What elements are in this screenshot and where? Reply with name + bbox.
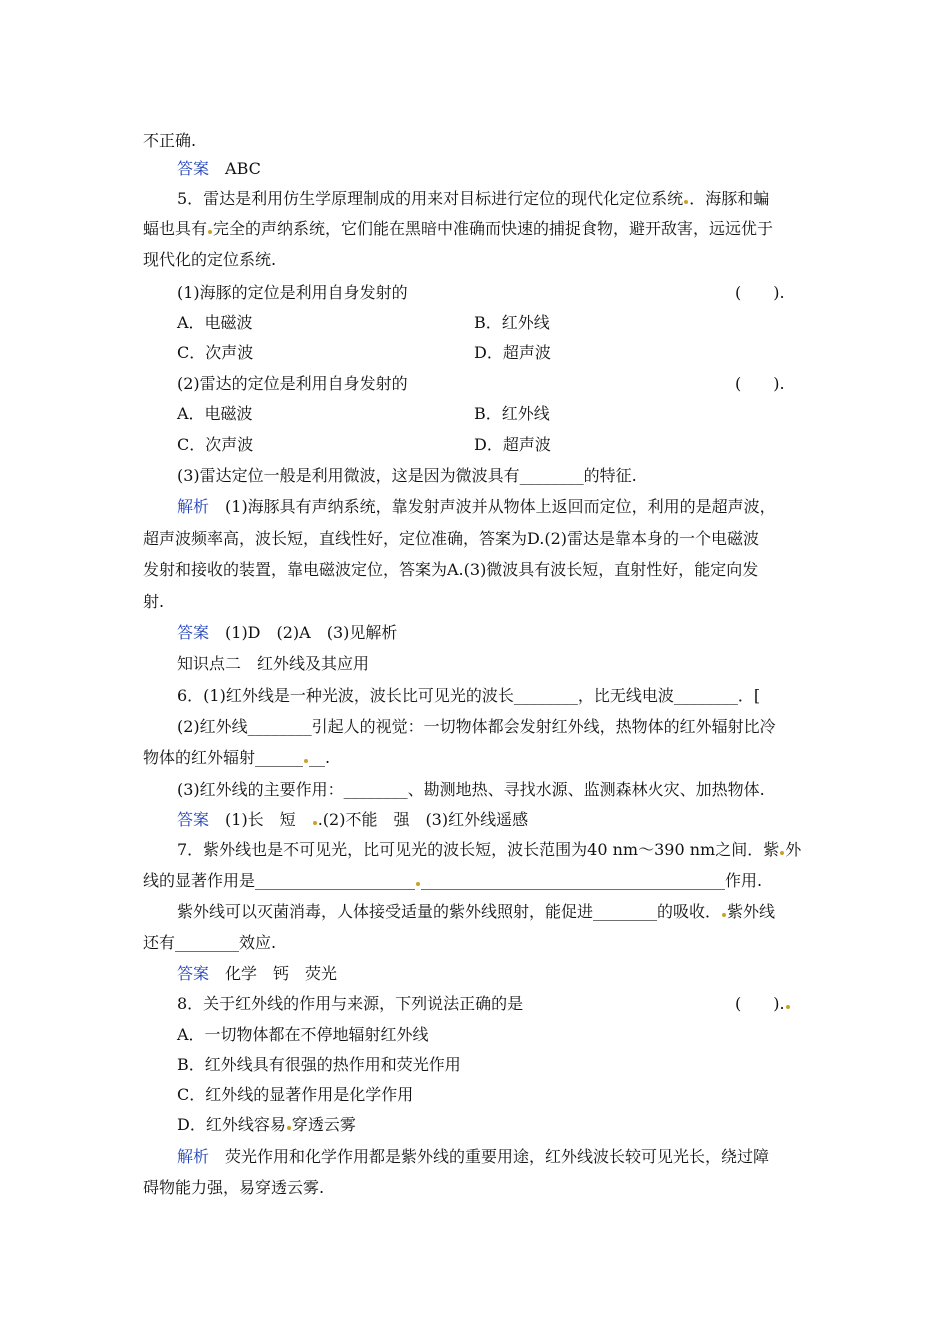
answer-text-b: .(2)不能 强 (3)红外线遥感 [317,810,529,829]
q5-text-c: 蝠也具有 [143,219,208,238]
q6-text-a: 物体的红外辐射______ [143,748,304,767]
answer-paren [735,994,791,1014]
option-a: A．一切物体都在不停地辐射红外线 [177,1025,429,1044]
analysis-text: 荧光作用和化学作用都是紫外线的重要用途，红外线波长较可见光长，绕过障 [209,1147,770,1166]
marker-dot [786,1005,790,1009]
answer-paren: ( ). [735,283,785,302]
option-a: A．电磁波 [177,313,253,332]
question-8-line: 8．关于红外线的作用与来源，下列说法正确的是 [177,994,524,1013]
subquestion-line: (2)雷达的定位是利用自身发射的 [177,374,408,393]
q5-text-b: ．海豚和蝙 [689,189,770,208]
analysis-line: 碍物能力强，易穿透云雾. [143,1178,325,1197]
option-d: D．超声波 [474,435,551,454]
option-c: C．次声波 [177,435,254,454]
question-7-line: 还有________效应. [143,933,277,952]
analysis-line: 发射和接收的装置，靠电磁波定位，答案为A.(3)微波具有波长短，直射性好，能定向发 [143,560,759,579]
answer-text: ABC [225,159,261,178]
answer-text: 化学 钙 荧光 [209,964,338,983]
question-6-line: 6．(1)红外线是一种光波，波长比可见光的波长________，比无线电波________．[ [177,686,761,705]
answer-text-a: (1)长 短 [209,810,312,829]
question-5-line [177,189,769,209]
answer-line [177,623,397,643]
answer-line [177,159,261,179]
text-line: 现代化的定位系统. [143,250,277,269]
analysis-line: 超声波频率高，波长短，直线性好，定位准确，答案为D.(2)雷达是靠本身的一个电磁波 [143,529,760,548]
marker-dot [287,1126,291,1130]
option-d-text-a: D．红外线容易 [177,1115,286,1134]
analysis-line [177,497,776,517]
question-6-line: (3)红外线的主要作用：________、勘测地热、寻找水源、监测森林火灾、加热物体. [177,780,765,799]
option-a: A．电磁波 [177,404,253,423]
q5-text-a: 5．雷达是利用仿生学原理制成的用来对目标进行定位的现代化定位系统 [177,189,684,208]
q7-text-b: 外 [785,840,802,859]
analysis-line [177,1147,769,1167]
q7-text-d: ______________________________________作用. [421,871,763,890]
answer-line [177,964,337,984]
option-b: B．红外线 [474,404,550,423]
question-6-line [143,748,330,768]
answer-text: (1)D (2)A (3)见解析 [209,623,398,642]
q5-text-d: 完全的声纳系统，它们能在黑暗中准确而快速的捕捉食物，避开敌害，远远优于 [213,219,774,238]
option-d-text-b: 穿透云雾 [291,1115,356,1134]
marker-dot [416,882,420,886]
answer-label: 答案 [177,623,210,642]
option-c: C．红外线的显著作用是化学作用 [177,1085,414,1104]
answer-label: 答案 [177,964,210,983]
marker-dot [780,851,784,855]
question-7-line [143,871,762,891]
option-d: D．超声波 [474,343,551,362]
q6-text-b: __. [309,748,331,767]
q7-text-a: 7．紫外线也是不可见光，比可见光的波长短，波长范围为40 nm～390 nm之间．紫 [177,840,780,859]
question-7-line [177,902,775,922]
option-c: C．次声波 [177,343,254,362]
text-line: 不正确. [143,131,197,150]
answer-label: 答案 [177,159,210,178]
marker-dot [313,821,317,825]
marker-dot [722,913,726,917]
subquestion-line: (3)雷达定位一般是利用微波，这是因为微波具有________的特征. [177,466,637,485]
subquestion-line: (1)海豚的定位是利用自身发射的 [177,283,408,302]
text-line [143,219,773,239]
q7-text-f: 紫外线 [727,902,776,921]
q7-text-e: 紫外线可以灭菌消毒，人体接受适量的紫外线照射，能促进________的吸收． [177,902,722,921]
analysis-text: (1)海豚具有声纳系统，靠发射声波并从物体上返回而定位，利用的是超声波， [209,497,776,516]
answer-label: 答案 [177,810,210,829]
answer-paren: ( ). [735,374,785,393]
analysis-line: 射. [143,592,165,611]
marker-dot [304,759,308,763]
section-heading: 知识点二 红外线及其应用 [177,654,370,673]
option-d [177,1115,356,1135]
q7-text-c: 线的显著作用是____________________ [143,871,416,890]
answer-line [177,810,528,830]
option-b: B．红外线 [474,313,550,332]
analysis-label: 解析 [177,1147,210,1166]
marker-dot [208,230,212,234]
analysis-label: 解析 [177,497,210,516]
paren-text: ( ). [735,994,785,1013]
option-b: B．红外线具有很强的热作用和荧光作用 [177,1055,461,1074]
question-6-line: (2)红外线________引起人的视觉：一切物体都会发射红外线，热物体的红外辐射比冷 [177,717,776,736]
question-7-line [177,840,801,860]
marker-dot [684,200,688,204]
